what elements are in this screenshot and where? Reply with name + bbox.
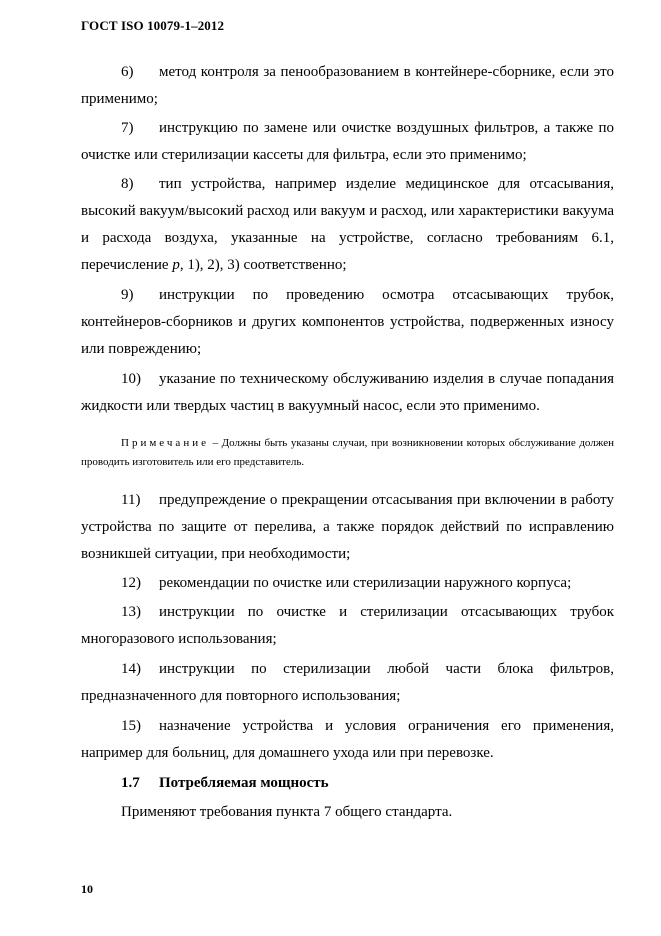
section-heading [81, 770, 614, 797]
list-item-9 [81, 282, 614, 363]
note-label: Примечание [121, 437, 209, 449]
list-item-number: 9) [121, 287, 134, 303]
section-paragraph: Применяют требования пункта 7 общего стандарта. [121, 804, 453, 820]
section-title: Потребляемая мощность [159, 775, 329, 791]
list-item-text: инструкцию по замене или очистке воздушных фильтров, а также по очистке или стерилизации кассеты для фильтра, если это применимо; [81, 120, 614, 163]
list-item-10 [81, 366, 614, 420]
list-item-8 [81, 171, 614, 279]
section-number: 1.7 [121, 775, 140, 791]
list-item-text: инструкции по стерилизации любой части блока фильтров, предназначенного для повторного использования; [81, 661, 614, 704]
list-item-11 [81, 487, 614, 568]
list-item-number: 13) [121, 604, 141, 620]
list-item-number: 6) [121, 64, 134, 80]
list-item-number: 12) [121, 575, 141, 591]
list-item-14 [81, 656, 614, 710]
list-item-text: указание по техническому обслуживанию изделия в случае попадания жидкости или твердых частиц в вакуумный насос, если это применимо. [81, 371, 614, 414]
list-item-6 [81, 59, 614, 113]
list-item-number: 8) [121, 176, 134, 192]
note-dash: – [208, 437, 222, 449]
list-item-text-italic: p [172, 257, 180, 273]
list-item-15 [81, 713, 614, 767]
list-item-12 [81, 570, 614, 597]
list-item-number: 10) [121, 371, 141, 387]
list-item-text-start: тип устройства, например изделие медицинское для отсасывания, высокий вакуум/высокий расход или вакуум и расход, или характеристики вакуума и расхода воздуха, указанные на устройстве, согласно требованиям 6.1, перечисление [81, 176, 614, 273]
list-item-text: инструкции по проведению осмотра отсасывающих трубок, контейнеров-сборников и других компонентов устройства, подверженных износу или повреждению; [81, 287, 614, 357]
list-item-number: 7) [121, 120, 134, 136]
note-block [81, 434, 614, 472]
note-text: Должны быть указаны случаи, при возникновении которых обслуживание должен проводить изготовитель или его представитель. [81, 437, 614, 468]
list-item-text: инструкции по очистке и стерилизации отсасывающих трубок многоразового использования; [81, 604, 614, 647]
page-number: 10 [81, 882, 93, 896]
list-item-number: 11) [121, 492, 141, 508]
list-item-number: 14) [121, 661, 141, 677]
document-content [81, 59, 614, 826]
document-header: ГОСТ ISO 10079-1–2012 [81, 18, 225, 33]
list-item-7 [81, 115, 614, 169]
list-item-text: назначение устройства и условия ограничения его применения, например для больниц, для домашнего ухода или при перевозке. [81, 718, 614, 761]
list-item-text: предупреждение о прекращении отсасывания при включении в работу устройства по защите от перелива, а также порядок действий по исправлению возникшей ситуации, при необходимости; [81, 492, 614, 562]
list-item-13 [81, 599, 614, 653]
list-item-text: рекомендации по очистке или стерилизации наружного корпуса; [159, 575, 572, 591]
list-item-number: 15) [121, 718, 141, 734]
list-item-text-end: , 1), 2), 3) соответственно; [179, 257, 347, 273]
list-item-text: метод контроля за пенообразованием в контейнере-сборнике, если это применимо; [81, 64, 614, 107]
